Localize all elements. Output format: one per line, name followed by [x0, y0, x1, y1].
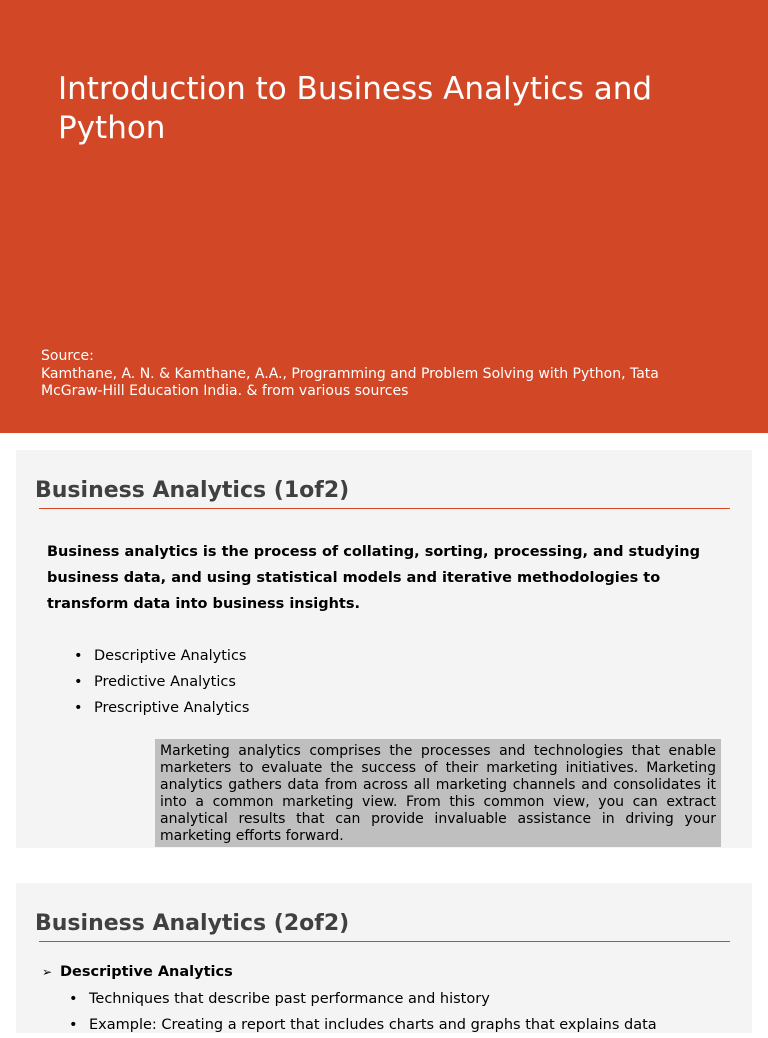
source-line-2: McGraw-Hill Education India. & from various sources [41, 383, 409, 399]
slide-business-analytics-2 [16, 883, 752, 1033]
list-item-label: Example: Creating a report that includes charts and graphs that explains data [89, 1017, 657, 1033]
source-label: Source: [41, 348, 94, 364]
bullet-icon: • [74, 674, 83, 690]
bullet-icon: • [69, 1017, 78, 1033]
list-item-label: Predictive Analytics [94, 674, 236, 690]
subheading-label: Descriptive Analytics [60, 964, 233, 980]
bullet-icon: • [74, 648, 83, 664]
heading-divider [39, 941, 730, 942]
bullet-icon: • [69, 991, 78, 1007]
list-item-label: Techniques that describe past performance and history [89, 991, 490, 1007]
list-item-label: Prescriptive Analytics [94, 700, 250, 716]
bullet-icon: • [74, 700, 83, 716]
slide-business-analytics-1 [16, 450, 752, 848]
source-block [41, 348, 731, 401]
slide-heading: Business Analytics (2of2) [35, 911, 350, 936]
descriptive-analytics-list [69, 986, 739, 1038]
list-item [74, 695, 249, 721]
marketing-analytics-callout: Marketing analytics comprises the processes and technologies that enable marketers to evaluate the success of their marketing initiatives. Marketing analytics gathers data from across all marketing channels and consolidates it into a common marketing view. From this common view, you can extract analytical results that can provide invaluable assistance in driving your marketing efforts forward. [155, 739, 721, 847]
descriptive-analytics-heading [42, 962, 233, 982]
definition-text: Business analytics is the process of collating, sorting, processing, and studying business data, and using statistical models and iterative methodologies to transform data into business insights. [47, 544, 700, 612]
list-item [74, 669, 249, 695]
source-line-1: Kamthane, A. N. & Kamthane, A.A., Programming and Problem Solving with Python, Tata [41, 365, 659, 382]
title-slide [0, 0, 768, 433]
arrow-bullet-icon: ➢ [42, 965, 53, 979]
list-item [69, 986, 739, 1012]
presentation-title: Introduction to Business Analytics and Python [58, 71, 653, 146]
list-item [74, 643, 249, 669]
list-item-label: Descriptive Analytics [94, 648, 247, 664]
analytics-types-list [74, 643, 249, 721]
slide-heading: Business Analytics (1of2) [35, 478, 350, 503]
list-item [69, 1012, 739, 1038]
heading-divider [39, 508, 730, 509]
